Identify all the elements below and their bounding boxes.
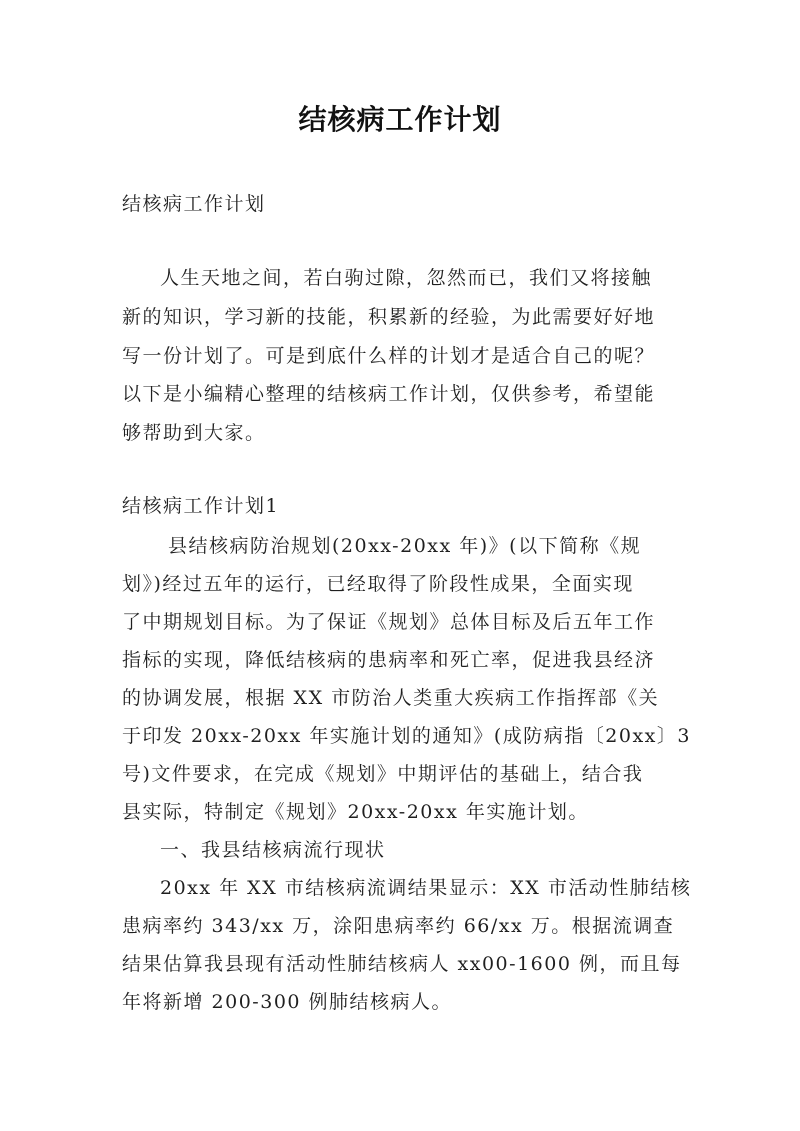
intro-line: 写一份计划了。可是到底什么样的计划才是适合自己的呢？ (122, 345, 656, 367)
intro-line: 以下是小编精心整理的结核病工作计划，仅供参考，希望能 (122, 383, 656, 405)
body-line: 县实际，特制定《规划》20xx-20xx 年实施计划。 (122, 801, 589, 823)
body-line: 了中期规划目标。为了保证《规划》总体目标及后五年工作 (122, 611, 656, 633)
status-line: 年将新增 200-300 例肺结核病人。 (122, 991, 453, 1013)
document-title: 结核病工作计划 (298, 103, 502, 136)
body-line: 的协调发展，根据 XX 市防治人类重大疾病工作指挥部《关 (122, 687, 660, 709)
intro-line: 人生天地之间，若白驹过隙，忽然而已，我们又将接触 (160, 267, 653, 289)
intro-line: 新的知识，学习新的技能，积累新的经验，为此需要好好地 (122, 306, 656, 328)
section-title: 结核病工作计划1 (122, 495, 280, 517)
body-line: 指标的实现，降低结核病的患病率和死亡率，促进我县经济 (122, 649, 656, 671)
body-line: 县结核病防治规划(20xx-20xx 年)》(以下简称《规 (168, 535, 642, 557)
body-line: 号)文件要求，在完成《规划》中期评估的基础上，结合我 (122, 763, 644, 785)
status-line: 患病率约 343/xx 万，涂阳患病率约 66/xx 万。根据流调查 (122, 915, 675, 937)
status-line: 结果估算我县现有活动性肺结核病人 xx00-1600 例，而且每 (122, 953, 682, 975)
body-line: 划》)经过五年的运行，已经取得了阶段性成果，全面实现 (122, 573, 634, 595)
intro-line: 够帮助到大家。 (122, 422, 266, 444)
heading-one: 一、我县结核病流行现状 (160, 839, 386, 861)
status-line: 20xx 年 XX 市结核病流调结果显示：XX 市活动性肺结核 (160, 877, 692, 899)
body-line: 于印发 20xx-20xx 年实施计划的通知》(成防病指〔20xx〕3 (122, 725, 691, 747)
document-subtitle: 结核病工作计划 (122, 193, 266, 215)
